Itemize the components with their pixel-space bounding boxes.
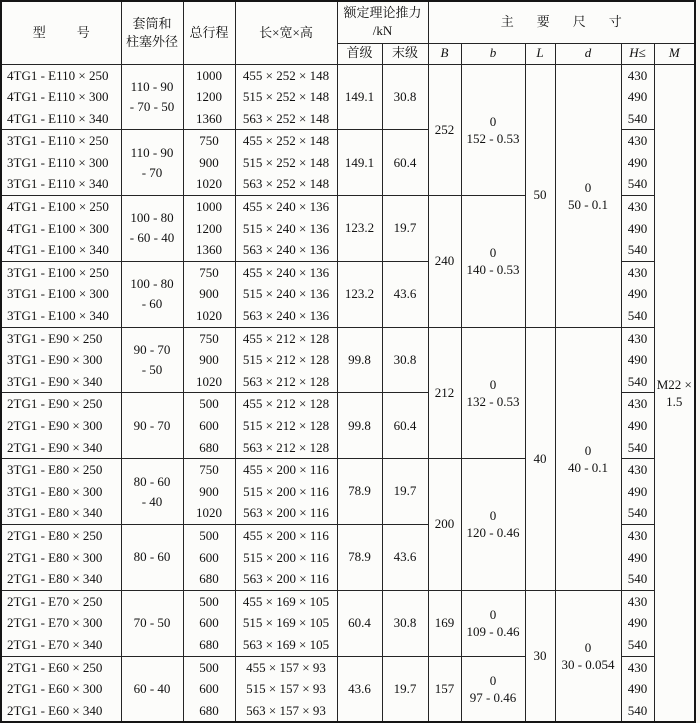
H-cell [621, 130, 654, 196]
L-cell: 50 [525, 64, 555, 327]
stroke-cell [183, 64, 235, 130]
dims-value: 563 × 212 × 128 [242, 373, 330, 389]
H-value: 490 [627, 681, 648, 697]
col-header-stroke: 总行程 [183, 1, 235, 64]
model-line: 2TG1 - E80 × 300 [7, 549, 103, 565]
stroke-value: 1200 [196, 89, 222, 105]
last-stage-cell: 43.6 [382, 261, 428, 327]
b-cell [461, 196, 525, 328]
stroke-value: 1000 [196, 199, 222, 215]
stroke-value: 1000 [196, 67, 222, 83]
stroke-value: 600 [199, 681, 219, 697]
dims-value: 563 × 252 × 148 [242, 176, 330, 192]
model-cell [1, 64, 121, 130]
diameter-cell [121, 459, 183, 525]
stroke-value: 1020 [196, 505, 222, 521]
group-row-3TG1-E90 [1, 327, 695, 393]
group-row-4TG1-E110 [1, 64, 695, 130]
stroke-cell [183, 196, 235, 262]
M-cell [654, 64, 695, 722]
dims-value: 455 × 169 × 105 [242, 593, 330, 609]
dims-cell [235, 64, 337, 130]
model-line: 4TG1 - E100 × 340 [7, 242, 109, 258]
model-cell [1, 590, 121, 656]
diameter-line: 110 - 90 [130, 78, 174, 94]
last-stage-cell: 43.6 [382, 524, 428, 590]
H-cell [621, 64, 654, 130]
H-value: 430 [627, 527, 648, 543]
model-line: 4TG1 - E110 × 250 [7, 67, 109, 83]
dims-value: 455 × 212 × 128 [242, 330, 330, 346]
B-cell: 252 [428, 64, 461, 196]
H-value: 430 [627, 67, 648, 83]
tolerance-value: 40 - 0.1 [567, 459, 609, 475]
dims-cell [235, 130, 337, 196]
H-cell [621, 261, 654, 327]
dims-value: 455 × 252 × 148 [242, 133, 330, 149]
tolerance-upper: 0 [584, 640, 592, 656]
model-line: 2TG1 - E90 × 250 [7, 396, 103, 412]
stroke-value: 900 [199, 154, 219, 170]
H-value: 540 [627, 308, 648, 324]
diameter-cell [121, 656, 183, 722]
model-line: 3TG1 - E110 × 300 [7, 154, 109, 170]
first-stage-cell: 78.9 [337, 524, 382, 590]
stroke-cell [183, 590, 235, 656]
stroke-value: 600 [199, 615, 219, 631]
tolerance-value: 97 - 0.46 [469, 689, 517, 705]
stroke-value: 1020 [196, 176, 222, 192]
dims-value: 455 × 157 × 93 [246, 659, 326, 675]
first-stage-cell: 123.2 [337, 261, 382, 327]
H-cell [621, 590, 654, 656]
diameter-line: 90 - 70 [133, 342, 171, 358]
model-line: 2TG1 - E70 × 250 [7, 593, 103, 609]
stroke-value: 1020 [196, 308, 222, 324]
model-line: 3TG1 - E100 × 300 [7, 286, 109, 302]
diameter-cell [121, 524, 183, 590]
H-value: 430 [627, 330, 648, 346]
last-stage-cell: 30.8 [382, 64, 428, 130]
diameter-cell [121, 64, 183, 130]
H-value: 540 [627, 110, 648, 126]
stroke-cell [183, 459, 235, 525]
tolerance-upper: 0 [489, 607, 497, 623]
last-stage-cell: 30.8 [382, 590, 428, 656]
d-cell [555, 327, 621, 590]
model-line: 2TG1 - E80 × 340 [7, 571, 103, 587]
tolerance-upper: 0 [489, 672, 497, 688]
H-cell [621, 393, 654, 459]
model-cell [1, 327, 121, 393]
first-stage-cell: 149.1 [337, 130, 382, 196]
H-cell [621, 656, 654, 722]
H-value: 540 [627, 636, 648, 652]
col-header-thrust-line2: /kN [372, 23, 393, 39]
dims-value: 563 × 240 × 136 [242, 242, 330, 258]
diameter-line: 110 - 90 [130, 144, 174, 160]
model-line: 2TG1 - E90 × 300 [7, 418, 103, 433]
stroke-value: 750 [199, 264, 219, 280]
dims-value: 563 × 200 × 116 [243, 505, 329, 521]
stroke-value: 680 [199, 702, 219, 718]
model-line: 4TG1 - E110 × 300 [7, 89, 109, 105]
model-line: 3TG1 - E90 × 340 [7, 373, 103, 389]
stroke-value: 750 [199, 133, 219, 149]
col-header-M: M [654, 43, 695, 64]
M-line: M22 × [656, 376, 692, 392]
stroke-value: 500 [199, 659, 219, 675]
H-value: 490 [627, 220, 648, 236]
tolerance-value: 30 - 0.054 [561, 657, 615, 673]
dims-cell [235, 590, 337, 656]
model-line: 3TG1 - E100 × 340 [7, 308, 109, 324]
diameter-line: 90 - 70 [133, 417, 171, 433]
stroke-value: 900 [199, 483, 219, 499]
table-body [1, 64, 695, 722]
first-stage-cell: 60.4 [337, 590, 382, 656]
stroke-cell [183, 130, 235, 196]
dims-cell [235, 327, 337, 393]
model-line: 2TG1 - E60 × 250 [7, 659, 103, 675]
dims-value: 515 × 200 × 116 [243, 549, 329, 565]
dims-cell [235, 393, 337, 459]
group-row-2TG1-E70 [1, 590, 695, 656]
H-cell [621, 459, 654, 525]
col-header-b: b [461, 43, 525, 64]
dims-cell [235, 656, 337, 722]
dims-value: 455 × 240 × 136 [242, 264, 330, 280]
H-value: 430 [627, 264, 648, 280]
tolerance-upper: 0 [489, 113, 497, 129]
tolerance-value: 140 - 0.53 [466, 262, 520, 278]
H-value: 540 [627, 702, 648, 718]
H-value: 490 [627, 352, 648, 368]
last-stage-cell: 19.7 [382, 459, 428, 525]
model-cell [1, 261, 121, 327]
diameter-cell [121, 327, 183, 393]
b-cell [461, 590, 525, 656]
diameter-line: - 60 [141, 296, 163, 312]
stroke-cell [183, 261, 235, 327]
H-cell [621, 327, 654, 393]
H-value: 430 [627, 396, 648, 412]
last-stage-cell: 60.4 [382, 393, 428, 459]
stroke-value: 750 [199, 462, 219, 478]
stroke-value: 1360 [196, 110, 222, 126]
H-value: 490 [627, 549, 648, 565]
table-header [1, 1, 695, 64]
stroke-value: 600 [199, 418, 219, 433]
diameter-line: - 40 [141, 493, 163, 509]
col-header-sleeve-line1: 套筒和 [132, 15, 172, 31]
d-cell [555, 590, 621, 722]
col-header-sleeve [121, 1, 183, 64]
col-header-first-stage: 首级 [337, 43, 382, 64]
B-cell: 200 [428, 459, 461, 591]
dims-value: 455 × 200 × 116 [243, 462, 329, 478]
first-stage-cell: 99.8 [337, 393, 382, 459]
H-value: 540 [627, 176, 648, 192]
last-stage-cell: 19.7 [382, 196, 428, 262]
dims-value: 563 × 252 × 148 [242, 110, 330, 126]
B-cell: 240 [428, 196, 461, 328]
H-value: 490 [627, 154, 648, 170]
B-cell: 169 [428, 590, 461, 656]
first-stage-cell: 99.8 [337, 327, 382, 393]
model-cell [1, 459, 121, 525]
diameter-cell [121, 393, 183, 459]
H-value: 540 [627, 571, 648, 587]
model-line: 3TG1 - E100 × 250 [7, 264, 109, 280]
model-line: 3TG1 - E90 × 300 [7, 352, 103, 368]
H-value: 540 [627, 373, 648, 389]
first-stage-cell: 78.9 [337, 459, 382, 525]
model-cell [1, 524, 121, 590]
first-stage-cell: 123.2 [337, 196, 382, 262]
H-value: 430 [627, 659, 648, 675]
stroke-value: 680 [199, 439, 219, 455]
model-line: 4TG1 - E100 × 250 [7, 199, 109, 215]
H-cell [621, 196, 654, 262]
model-line: 3TG1 - E110 × 250 [7, 133, 109, 149]
tolerance-value: 120 - 0.46 [466, 525, 520, 541]
model-line: 2TG1 - E90 × 340 [7, 439, 103, 455]
model-line: 2TG1 - E60 × 340 [7, 702, 103, 718]
tolerance-upper: 0 [489, 245, 497, 261]
dims-cell [235, 261, 337, 327]
diameter-line: - 70 [141, 164, 163, 180]
model-line: 3TG1 - E80 × 340 [7, 505, 103, 521]
b-cell [461, 459, 525, 591]
diameter-cell [121, 590, 183, 656]
diameter-line: 80 - 60 [133, 473, 171, 489]
model-line: 3TG1 - E110 × 340 [7, 176, 109, 192]
H-value: 540 [627, 505, 648, 521]
tolerance-upper: 0 [489, 376, 497, 392]
diameter-line: 100 - 80 [130, 276, 174, 292]
dims-value: 563 × 200 × 116 [243, 571, 329, 587]
tolerance-value: 152 - 0.53 [466, 130, 520, 146]
dims-value: 515 × 212 × 128 [242, 352, 330, 368]
diameter-line: - 50 [141, 362, 163, 378]
stroke-cell [183, 327, 235, 393]
diameter-line: - 60 - 40 [129, 230, 175, 246]
L-cell: 40 [525, 327, 555, 590]
L-cell: 30 [525, 590, 555, 722]
dims-value: 455 × 240 × 136 [242, 199, 330, 215]
header-row-1 [1, 1, 695, 43]
model-line: 3TG1 - E80 × 250 [7, 462, 103, 478]
tolerance-upper: 0 [584, 179, 592, 195]
dims-cell [235, 524, 337, 590]
H-value: 430 [627, 593, 648, 609]
model-cell [1, 656, 121, 722]
dims-value: 455 × 252 × 148 [242, 67, 330, 83]
model-cell [1, 393, 121, 459]
dims-value: 563 × 240 × 136 [242, 308, 330, 324]
diameter-line: 80 - 60 [133, 549, 171, 565]
model-cell [1, 130, 121, 196]
model-line: 3TG1 - E80 × 300 [7, 483, 103, 499]
col-header-thrust-line1: 额定理论推力 [343, 5, 422, 21]
model-line: 2TG1 - E70 × 300 [7, 615, 103, 631]
H-value: 490 [627, 418, 648, 433]
dims-value: 515 × 240 × 136 [242, 286, 330, 302]
diameter-line: 100 - 80 [130, 210, 174, 226]
last-stage-cell: 60.4 [382, 130, 428, 196]
diameter-line: 70 - 50 [133, 615, 171, 631]
stroke-value: 500 [199, 396, 219, 412]
col-header-B: B [428, 43, 461, 64]
d-cell [555, 64, 621, 327]
stroke-value: 500 [199, 527, 219, 543]
dims-value: 515 × 212 × 128 [242, 418, 330, 433]
diameter-cell [121, 196, 183, 262]
dims-value: 515 × 200 × 116 [243, 483, 329, 499]
dims-cell [235, 196, 337, 262]
col-header-sleeve-line2: 柱塞外径 [125, 33, 178, 49]
tolerance-value: 50 - 0.1 [567, 196, 609, 212]
tolerance-upper: 0 [489, 508, 497, 524]
model-line: 2TG1 - E60 × 300 [7, 681, 103, 697]
col-header-H: H≤ [621, 43, 654, 64]
stroke-value: 600 [199, 549, 219, 565]
stroke-value: 680 [199, 571, 219, 587]
H-value: 430 [627, 462, 648, 478]
model-cell [1, 196, 121, 262]
stroke-value: 1200 [196, 220, 222, 236]
col-header-model: 型 号 [1, 1, 121, 64]
dims-value: 563 × 169 × 105 [242, 636, 330, 652]
diameter-line: - 70 - 50 [129, 98, 175, 114]
col-header-main-dims: 主 要 尺 寸 [428, 1, 695, 43]
H-value: 490 [627, 483, 648, 499]
stroke-cell [183, 393, 235, 459]
stroke-value: 900 [199, 352, 219, 368]
model-line: 2TG1 - E70 × 340 [7, 636, 103, 652]
model-line: 4TG1 - E100 × 300 [7, 220, 109, 236]
b-cell [461, 327, 525, 459]
stroke-value: 1020 [196, 373, 222, 389]
H-value: 540 [627, 242, 648, 258]
tolerance-value: 132 - 0.53 [466, 393, 520, 409]
H-value: 490 [627, 286, 648, 302]
stroke-cell [183, 656, 235, 722]
model-line: 2TG1 - E80 × 250 [7, 527, 103, 543]
dims-value: 515 × 157 × 93 [246, 681, 326, 697]
B-cell: 212 [428, 327, 461, 459]
dims-value: 515 × 252 × 148 [242, 154, 330, 170]
dims-cell [235, 459, 337, 525]
diameter-cell [121, 261, 183, 327]
b-cell [461, 64, 525, 196]
stroke-value: 750 [199, 330, 219, 346]
M-line: 1.5 [666, 393, 683, 409]
dims-value: 563 × 157 × 93 [246, 702, 326, 718]
H-value: 540 [627, 439, 648, 455]
diameter-cell [121, 130, 183, 196]
model-line: 3TG1 - E90 × 250 [7, 330, 103, 346]
stroke-value: 1360 [196, 242, 222, 258]
diameter-line: 60 - 40 [133, 680, 171, 696]
B-cell: 157 [428, 656, 461, 722]
H-value: 430 [627, 133, 648, 149]
H-value: 490 [627, 615, 648, 631]
last-stage-cell: 30.8 [382, 327, 428, 393]
col-header-d: d [555, 43, 621, 64]
dims-value: 515 × 252 × 148 [242, 89, 330, 105]
col-header-lwh: 长×宽×高 [235, 1, 337, 64]
last-stage-cell: 19.7 [382, 656, 428, 722]
first-stage-cell: 149.1 [337, 64, 382, 130]
dims-value: 455 × 212 × 128 [242, 396, 330, 412]
model-line: 4TG1 - E110 × 340 [7, 110, 109, 126]
H-value: 430 [627, 199, 648, 215]
col-header-last-stage: 末级 [382, 43, 428, 64]
col-header-thrust [337, 1, 428, 43]
col-header-L: L [525, 43, 555, 64]
tolerance-value: 109 - 0.46 [466, 624, 520, 640]
stroke-value: 680 [199, 636, 219, 652]
tolerance-upper: 0 [584, 442, 592, 458]
dims-value: 455 × 200 × 116 [243, 527, 329, 543]
H-cell [621, 524, 654, 590]
stroke-cell [183, 524, 235, 590]
stroke-value: 500 [199, 593, 219, 609]
dims-value: 515 × 169 × 105 [242, 615, 330, 631]
dims-value: 563 × 212 × 128 [242, 439, 330, 455]
stroke-value: 900 [199, 286, 219, 302]
first-stage-cell: 43.6 [337, 656, 382, 722]
dims-value: 515 × 240 × 136 [242, 220, 330, 236]
H-value: 490 [627, 89, 648, 105]
b-cell [461, 656, 525, 722]
